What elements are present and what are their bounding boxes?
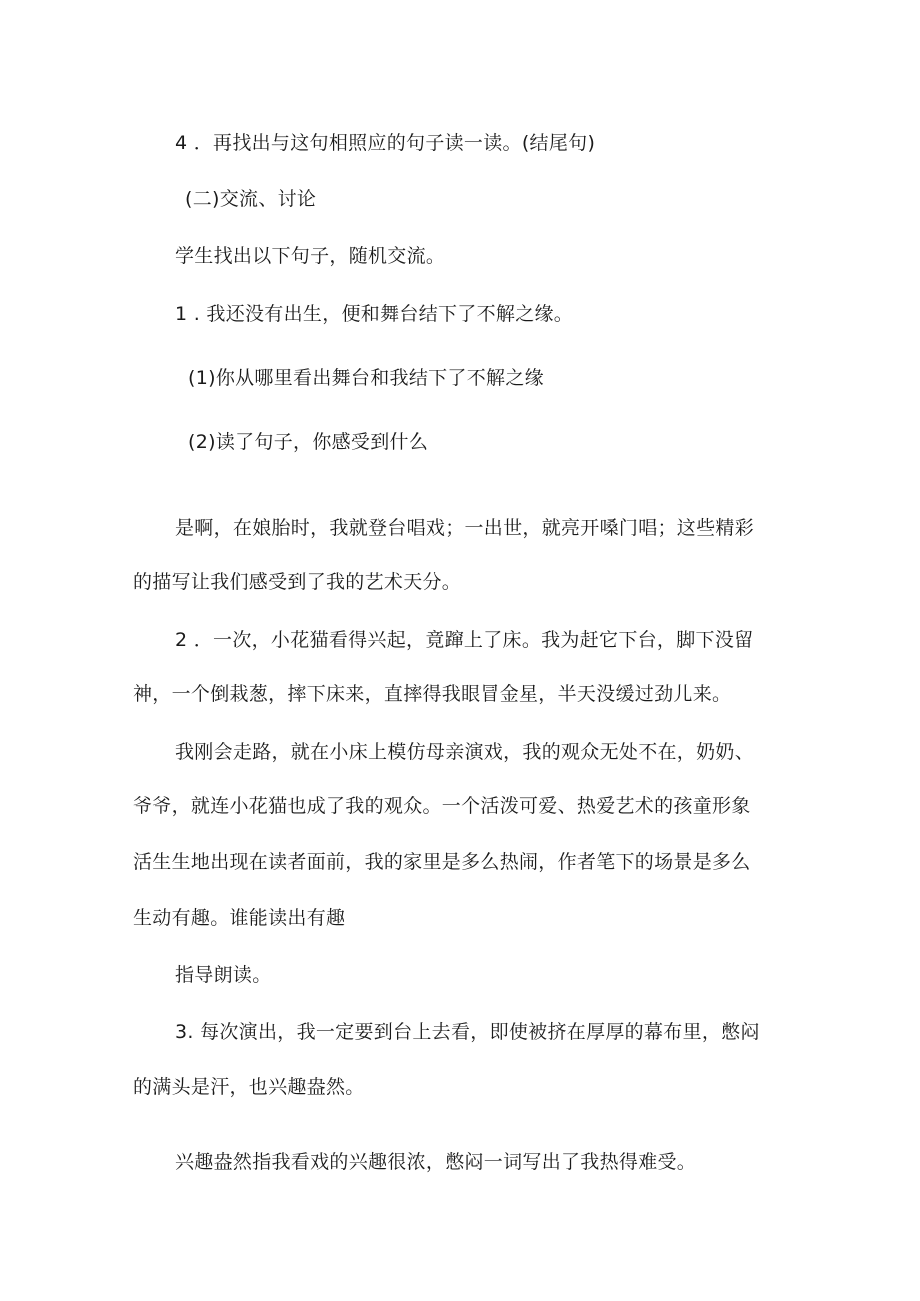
text-line: 生动有趣。谁能读出有趣 [133, 907, 346, 929]
section-heading: (二)交流、讨论 [185, 188, 317, 210]
text-line: 学生找出以下句子，随机交流。 [175, 245, 446, 267]
text-line: 兴趣盎然指我看戏的兴趣很浓，憋闷一词写出了我热得难受。 [175, 1151, 697, 1173]
text-line: (2)读了句子，你感受到什么 [188, 431, 429, 453]
text-line: 的描写让我们感受到了我的艺术天分。 [133, 571, 462, 593]
text-line: 爷爷，就连小花猫也成了我的观众。一个活泼可爱、热爱艺术的孩童形象 [133, 795, 751, 817]
text-line: 活生生地出现在读者面前，我的家里是多么热闹，作者笔下的场景是多么 [133, 851, 751, 873]
text-line: 3. 每次演出，我一定要到台上去看，即使被挤在厚厚的幕布里，憋闷 [175, 1021, 760, 1043]
text-line: 神，一个倒栽葱，摔下床来，直摔得我眼冒金星，半天没缓过劲儿来。 [133, 683, 732, 705]
text-line: 指导朗读。 [175, 964, 272, 986]
text-line: 4 ．再找出与这句相照应的句子读一读。(结尾句) [175, 132, 596, 154]
text-line: 的满头是汗，也兴趣盎然。 [133, 1076, 365, 1098]
text-line: 我刚会走路，就在小床上模仿母亲演戏，我的观众无处不在，奶奶、 [175, 741, 755, 763]
text-line: (1)你从哪里看出舞台和我结下了不解之缘 [188, 367, 544, 389]
text-line: 2 ．一次，小花猫看得兴起，竟蹿上了床。我为赶它下台，脚下没留 [175, 629, 754, 651]
text-line: 1 . 我还没有出生，便和舞台结下了不解之缘。 [175, 303, 574, 325]
text-line: 是啊，在娘胎时，我就登台唱戏；一出世，就亮开嗓门唱；这些精彩 [175, 517, 755, 539]
